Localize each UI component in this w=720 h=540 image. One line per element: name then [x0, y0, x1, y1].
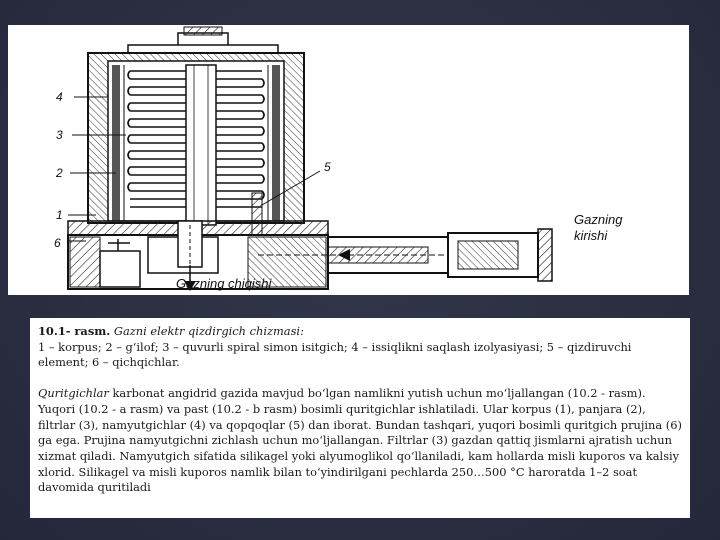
label-2: 2 [56, 166, 63, 180]
figure-caption [38, 324, 682, 340]
label-5: 5 [324, 160, 331, 174]
label-3: 3 [56, 128, 63, 142]
gas-outlet-label: Gazning chiqishi [176, 276, 272, 291]
description-panel [30, 318, 690, 518]
paragraph-text: karbonat angidrid gazida mavjud bo‘lgan namlikni yutish uchun mo‘ljallangan (10.2 - rasm). Yuqori (10.2 - a rasm) va past (10.2 - b rasm) bosimli quritgichlar ishlatiladi. Ular korpus (1), panjara (2), filtrlar (3), namyutgichlar (4) va qopqoqlar (5) dan iborat. Bundan tashqari, yuqori bosimli quritgich prujina (6) ga ega. Prujina namyutgichni zichlash uchun mo‘ljallangan. Filtrlar (3) gazdan qattiq jismlarni ajratish uchun xizmat qiladi. Namyutgich sifatida silikagel yoki alyumoglikol qo‘llaniladi, kam hollarda misli kuporos va kalsiy xlorid. Silikagel va misli kuporos namlik bilan to‘yindirilgani pechlarda 250…500 °C haroratda 1–2 soat davomida quritiladi [38, 386, 682, 495]
heater-diagram [8, 25, 689, 295]
gas-inlet-label-line1: Gazning [574, 212, 623, 227]
caption-legend: 1 – korpus; 2 – g‘ilof; 3 – quvurli spiral simon isitgich; 4 – issiqlikni saqlash izolyasiyasi; 5 – qizdiruvchi element; 6 – qichqichlar. [38, 339, 632, 370]
label-1: 1 [56, 208, 63, 222]
caption-number: 10.1- rasm. [38, 324, 111, 338]
gas-inlet-label-line2: kirishi [574, 228, 608, 243]
label-4: 4 [56, 90, 63, 104]
paragraph-spacer [38, 371, 682, 386]
paragraph-term: Quritgichlar [38, 386, 109, 401]
top-cap [128, 27, 278, 53]
inner-tube [186, 65, 216, 225]
label-6: 6 [54, 236, 61, 250]
caption-title: Gazni elektr qizdirgich chizmasi: [113, 324, 304, 338]
body-paragraph [38, 386, 682, 496]
